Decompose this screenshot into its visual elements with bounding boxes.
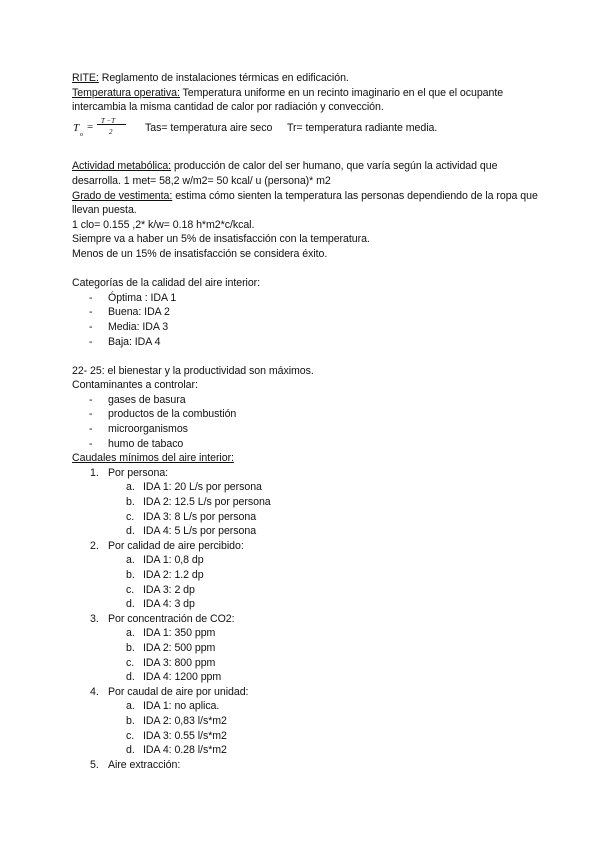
tas-definition: Tas= temperatura aire seco (145, 121, 273, 134)
sub-list-item-text: IDA 4: 3 dp (143, 598, 195, 611)
actividad-metabolica-text: producción de calor del ser humano, que varía según la actividad que desarrolla. 1 met= 58,2 w/m2= 50 kcal/ u (persona)* m2 (72, 160, 498, 187)
numbered-item (72, 758, 542, 773)
sub-list-item-text: IDA 3: 8 L/s por persona (143, 510, 257, 523)
letter-marker: c. (126, 729, 135, 742)
list-item (72, 437, 542, 452)
number-marker: 5. (90, 758, 99, 771)
sub-list-item (72, 743, 542, 758)
number-marker: 1. (90, 466, 99, 479)
sub-list-item (72, 583, 542, 598)
sub-list-item-text: IDA 4: 0.28 l/s*m2 (143, 744, 227, 757)
rite-text: Reglamento de instalaciones térmicas en edificación. (98, 72, 349, 84)
sub-list-item (72, 495, 542, 510)
numbered-item (72, 539, 542, 554)
formula-row (72, 115, 542, 141)
document-page (72, 71, 542, 772)
list-item (72, 393, 542, 408)
sub-list-item (72, 656, 542, 671)
caudales-heading: Caudales mínimos del aire interior: (72, 452, 234, 465)
sub-list-item (72, 729, 542, 744)
dash-marker: - (89, 408, 93, 421)
sub-list-item-text: IDA 2: 12.5 L/s por persona (143, 496, 271, 509)
letter-marker: d. (126, 525, 135, 538)
bienestar-line: 22- 25: el bienestar y la productividad son máximos. (72, 364, 314, 377)
list-item-text: Óptima : IDA 1 (108, 291, 177, 304)
sub-list-item-text: IDA 1: 0,8 dp (143, 554, 204, 567)
sub-list-item-text: IDA 1: no aplica. (143, 700, 220, 713)
sub-list-item-text: IDA 4: 1200 ppm (143, 671, 222, 684)
rite-label: RITE: (72, 72, 99, 84)
numbered-item (72, 612, 542, 627)
list-item (72, 291, 542, 306)
number-marker: 4. (90, 685, 99, 698)
formula-equals: = (87, 120, 94, 133)
temperatura-operativa-text: Temperatura uniforme en un recinto imaginario en el que el ocupante intercambia la misma cantidad de calor por radiación y convección. (72, 86, 504, 114)
temperatura-operativa-paragraph (72, 86, 542, 115)
sub-list-item (72, 641, 542, 656)
insatisfaccion-line-2: Menos de un 15% de insatisfacción se considera éxito. (72, 247, 328, 260)
temperatura-operativa-label: Temperatura operativa: (72, 86, 180, 99)
sub-list-item (72, 510, 542, 525)
formula-numerator: T −T (101, 116, 115, 125)
clo-line: 1 clo= 0.155 ,2* k/w= 0.18 h*m2*c/kcal. (72, 218, 255, 231)
sub-list-item-text: IDA 2: 0,83 l/s*m2 (143, 714, 227, 727)
letter-marker: a. (126, 554, 135, 567)
list-item (72, 407, 542, 422)
list-item-text: humo de tabaco (108, 437, 184, 450)
numbered-item (72, 466, 542, 481)
sub-list-item (72, 699, 542, 714)
list-item (72, 305, 542, 320)
list-item-text: microorganismos (108, 423, 188, 436)
grado-vestimenta-paragraph (72, 189, 542, 218)
dash-marker: - (89, 437, 93, 450)
sub-list-item-text: IDA 3: 800 ppm (143, 656, 216, 669)
sub-list-item (72, 670, 542, 685)
list-item-text: gases de basura (108, 393, 186, 406)
letter-marker: c. (126, 510, 135, 523)
sub-list-item-text: IDA 3: 0.55 l/s*m2 (143, 729, 227, 742)
sub-list-item-text: IDA 2: 1.2 dp (143, 569, 204, 581)
dash-marker: - (89, 335, 93, 348)
insatisfaccion-line-1: Siempre va a haber un 5% de insatisfacción con la temperatura. (72, 233, 370, 246)
list-item (72, 335, 542, 350)
letter-marker: d. (126, 671, 135, 684)
rite-line (72, 71, 542, 86)
list-item-text: Buena: IDA 2 (108, 306, 170, 319)
letter-marker: b. (126, 641, 135, 654)
numbered-item-title: Aire extracción: (108, 758, 181, 771)
spacer (72, 262, 542, 277)
letter-marker: b. (126, 569, 135, 581)
letter-marker: d. (126, 744, 135, 757)
operative-temperature-formula (72, 115, 132, 141)
numbered-item (72, 685, 542, 700)
categorias-list (72, 291, 542, 349)
formula-T: T (73, 121, 80, 134)
spacer (72, 349, 542, 364)
spacer (72, 145, 542, 160)
actividad-metabolica-label: Actividad metabólica: (72, 160, 172, 173)
tr-definition: Tr= temperatura radiante media. (287, 121, 438, 134)
numbered-item-title: Por calidad de aire percibido: (108, 539, 244, 552)
categorias-heading: Categorías de la calidad del aire interior: (72, 277, 261, 290)
sub-list-item (72, 714, 542, 729)
sub-list-item (72, 568, 542, 583)
list-item (72, 422, 542, 437)
formula-subscript-o: o (80, 131, 83, 138)
dash-marker: - (89, 291, 93, 304)
caudales-list (72, 466, 542, 772)
sub-list-item (72, 597, 542, 612)
sub-list-item-text: IDA 1: 20 L/s por persona (143, 481, 262, 494)
dash-marker: - (89, 423, 93, 436)
number-marker: 3. (90, 612, 99, 625)
letter-marker: a. (126, 481, 135, 494)
sub-list-item-text: IDA 4: 5 L/s por persona (143, 525, 257, 538)
sub-list-item (72, 524, 542, 539)
grado-vestimenta-text: estima cómo sienten la temperatura las personas dependiendo de la ropa que llevan puesta. (72, 189, 538, 217)
letter-marker: b. (126, 714, 135, 727)
list-item-text: Baja: IDA 4 (108, 335, 161, 348)
dash-marker: - (89, 393, 93, 406)
dash-marker: - (89, 306, 93, 319)
letter-marker: c. (126, 583, 135, 596)
sub-list-item (72, 553, 542, 568)
grado-vestimenta-label: Grado de vestimenta: (72, 189, 173, 202)
numbered-item-title: Por caudal de aire por unidad: (108, 685, 249, 698)
contaminantes-list (72, 393, 542, 451)
numbered-item-title: Por persona: (108, 466, 169, 479)
contaminantes-heading: Contaminantes a controlar: (72, 379, 198, 392)
sub-list-item-text: IDA 1: 350 ppm (143, 627, 216, 640)
actividad-metabolica-paragraph (72, 159, 542, 188)
sub-list-item (72, 480, 542, 495)
number-marker: 2. (90, 539, 99, 552)
numbered-item-title: Por concentración de CO2: (108, 612, 235, 625)
letter-marker: c. (126, 656, 135, 669)
list-item-text: Media: IDA 3 (108, 320, 169, 333)
sub-list-item-text: IDA 2: 500 ppm (143, 641, 216, 654)
dash-marker: - (89, 320, 93, 333)
letter-marker: d. (126, 598, 135, 611)
formula-denominator: 2 (109, 127, 113, 136)
letter-marker: b. (126, 496, 135, 509)
sub-list-item (72, 626, 542, 641)
letter-marker: a. (126, 627, 135, 640)
list-item-text: productos de la combustión (108, 408, 237, 421)
letter-marker: a. (126, 700, 135, 713)
list-item (72, 320, 542, 335)
sub-list-item-text: IDA 3: 2 dp (143, 583, 195, 596)
